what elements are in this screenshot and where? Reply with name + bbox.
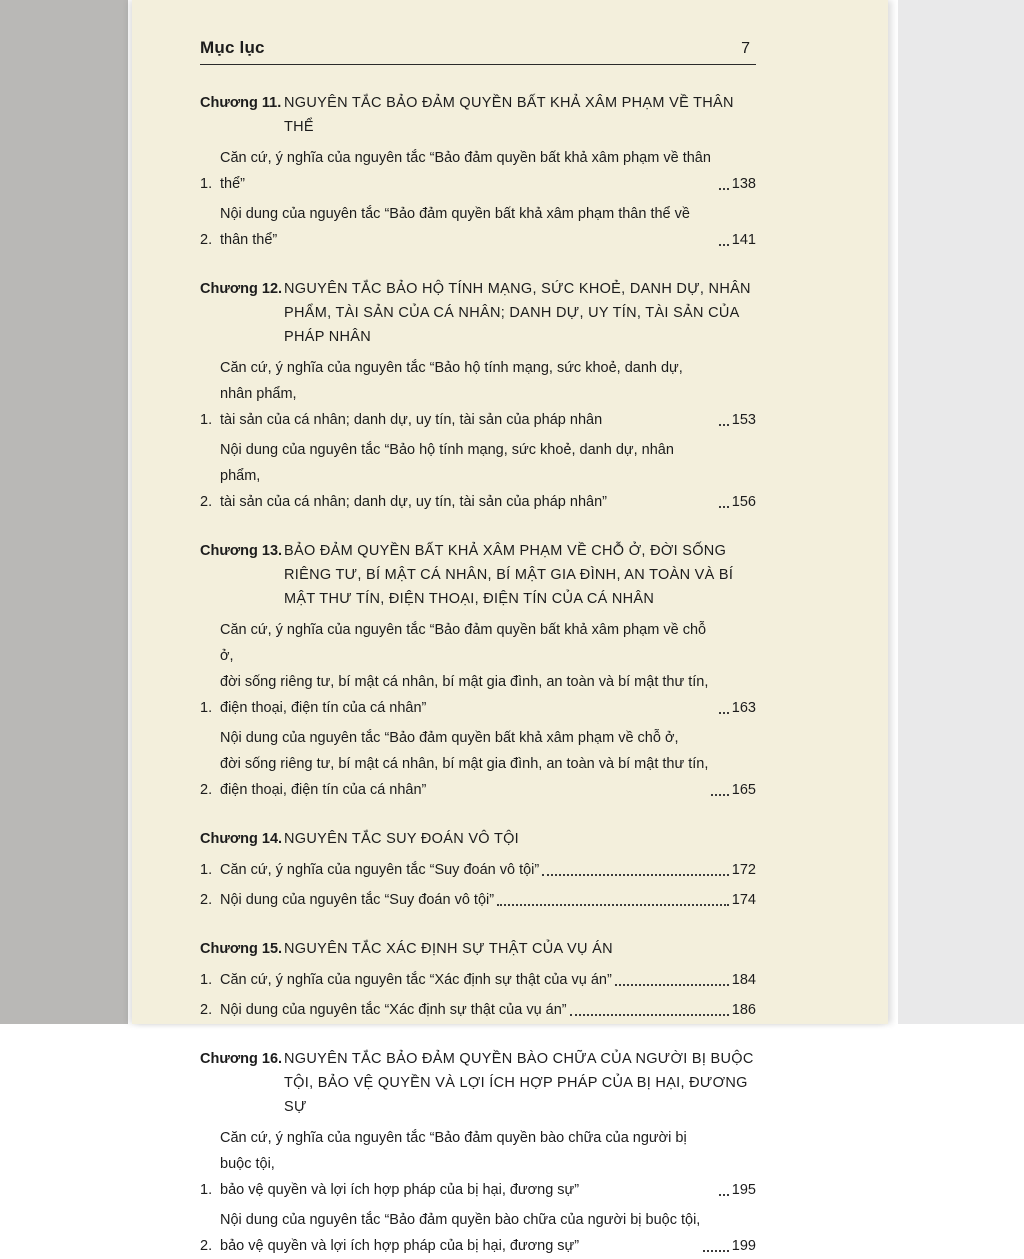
- entry-number: 1.: [200, 700, 213, 716]
- chapter-heading: [200, 937, 756, 961]
- entry-text: Căn cứ, ý nghĩa của nguyên tắc “Bảo đảm quyền bất khả xâm phạm về thân thể”: [220, 150, 711, 192]
- dot-leader: [719, 712, 729, 714]
- entry-number: 2.: [200, 494, 213, 510]
- chapter-section: [200, 277, 756, 515]
- entry-page-number: 199: [731, 1238, 756, 1254]
- entry-text: Nội dung của nguyên tắc “Bảo đảm quyền bất khả xâm phạm thân thể về thân thể”: [220, 206, 690, 248]
- toc-entry: [200, 997, 756, 1023]
- entry-text: Nội dung của nguyên tắc “Bảo đảm quyền bào chữa của người bị buộc tội, bảo vệ quyền và lợi ích hợp pháp của bị hại, đương sự”: [220, 1212, 701, 1254]
- entry-page-number: 184: [731, 972, 756, 988]
- entry-text: Căn cứ, ý nghĩa của nguyên tắc “Suy đoán vô tội”: [220, 862, 540, 878]
- chapter-heading: [200, 827, 756, 851]
- dot-leader: [570, 1014, 729, 1016]
- entry-page-number: 186: [731, 1002, 756, 1018]
- chapter-label: Chương 13.: [200, 543, 283, 559]
- entry-page-number: 195: [731, 1182, 756, 1198]
- entry-page-number: 156: [731, 494, 756, 510]
- entry-number: 1.: [200, 972, 213, 988]
- entry-number: 2.: [200, 892, 213, 908]
- entry-page-number: 153: [731, 412, 756, 428]
- chapter-list: [200, 91, 756, 1259]
- chapter-heading: [200, 1047, 756, 1119]
- chapter-label: Chương 14.: [200, 831, 283, 847]
- chapter-section: [200, 91, 756, 253]
- chapter-title: NGUYÊN TẮC BẢO ĐẢM QUYỀN BẤT KHẢ XÂM PHẠM VỀ THÂN THỂ: [284, 95, 734, 135]
- page-title: Mục lục: [200, 38, 265, 57]
- toc-entry: [200, 145, 756, 197]
- entry-number: 2.: [200, 782, 213, 798]
- chapter-label: Chương 16.: [200, 1051, 283, 1067]
- entry-number: 1.: [200, 176, 213, 192]
- entry-number: 2.: [200, 1238, 213, 1254]
- entry-number: 1.: [200, 862, 213, 878]
- entry-page-number: 174: [731, 892, 756, 908]
- dot-leader: [615, 984, 729, 986]
- dot-leader: [719, 506, 729, 508]
- dot-leader: [719, 424, 729, 426]
- toc-entry: [200, 967, 756, 993]
- entry-page-number: 165: [731, 782, 756, 798]
- book-page: [132, 0, 888, 1254]
- entry-number: 2.: [200, 232, 213, 248]
- background-left: [0, 0, 128, 1024]
- toc-entry: [200, 887, 756, 913]
- entry-text: Căn cứ, ý nghĩa của nguyên tắc “Bảo đảm quyền bào chữa của người bị buộc tội, bảo vệ quyền và lợi ích hợp pháp của bị hại, đương sự”: [220, 1130, 687, 1198]
- chapter-label: Chương 15.: [200, 941, 283, 957]
- chapter-heading: [200, 277, 756, 349]
- toc-entry: [200, 857, 756, 883]
- chapter-heading: [200, 539, 756, 611]
- toc-entry: [200, 201, 756, 253]
- chapter-section: [200, 827, 756, 913]
- chapter-heading: [200, 91, 756, 139]
- toc-entry: [200, 437, 756, 515]
- entry-text: Nội dung của nguyên tắc “Bảo hộ tính mạng, sức khoẻ, danh dự, nhân phẩm, tài sản của cá nhân; danh dự, uy tín, tài sản của pháp nhân”: [220, 442, 674, 510]
- chapter-section: [200, 937, 756, 1023]
- toc-entry: [200, 725, 756, 803]
- chapter-title: NGUYÊN TẮC SUY ĐOÁN VÔ TỘI: [284, 831, 520, 847]
- dot-leader: [719, 188, 729, 190]
- table-of-contents: [200, 38, 756, 1259]
- entry-page-number: 141: [731, 232, 756, 248]
- chapter-title: BẢO ĐẢM QUYỀN BẤT KHẢ XÂM PHẠM VỀ CHỖ Ở, ĐỜI SỐNG RIÊNG TƯ, BÍ MẬT CÁ NHÂN, BÍ MẬT GIA ĐÌNH, AN TOÀN VÀ BÍ MẬT THƯ TÍN, ĐIỆN THOẠI, ĐIỆN TÍN CỦA CÁ NHÂN: [284, 543, 734, 607]
- entry-text: Nội dung của nguyên tắc “Bảo đảm quyền bất khả xâm phạm về chỗ ở, đời sống riêng tư, bí mật cá nhân, bí mật gia đình, an toàn và bí mật thư tín, điện thoại, điện tín của cá nhân”: [220, 730, 709, 798]
- chapter-section: [200, 1047, 756, 1259]
- chapter-title: NGUYÊN TẮC XÁC ĐỊNH SỰ THẬT CỦA VỤ ÁN: [284, 941, 613, 957]
- page-number: 7: [741, 40, 750, 57]
- background-right: [898, 0, 1024, 1024]
- chapter-label: Chương 11.: [200, 95, 282, 111]
- entry-text: Nội dung của nguyên tắc “Suy đoán vô tội”: [220, 892, 495, 908]
- toc-entry: [200, 1125, 756, 1203]
- entry-number: 1.: [200, 412, 213, 428]
- entry-text: Căn cứ, ý nghĩa của nguyên tắc “Bảo đảm quyền bất khả xâm phạm về chỗ ở, đời sống riêng tư, bí mật cá nhân, bí mật gia đình, an toàn và bí mật thư tín, điện thoại, điện tín của cá nhân”: [220, 622, 709, 716]
- entry-number: 1.: [200, 1182, 213, 1198]
- entry-page-number: 163: [731, 700, 756, 716]
- entry-text: Căn cứ, ý nghĩa của nguyên tắc “Xác định sự thật của vụ án”: [220, 972, 612, 988]
- entry-number: 2.: [200, 1002, 213, 1018]
- chapter-section: [200, 539, 756, 803]
- entry-text: Căn cứ, ý nghĩa của nguyên tắc “Bảo hộ tính mạng, sức khoẻ, danh dự, nhân phẩm, tài sản của cá nhân; danh dự, uy tín, tài sản của pháp nhân: [220, 360, 683, 428]
- running-header: [200, 38, 756, 65]
- toc-entry: [200, 1207, 756, 1259]
- chapter-label: Chương 12.: [200, 281, 283, 297]
- entry-text: Nội dung của nguyên tắc “Xác định sự thật của vụ án”: [220, 1002, 567, 1018]
- dot-leader: [542, 874, 729, 876]
- dot-leader: [711, 794, 728, 796]
- dot-leader: [719, 244, 729, 246]
- toc-entry: [200, 355, 756, 433]
- entry-page-number: 172: [731, 862, 756, 878]
- dot-leader: [497, 904, 729, 906]
- chapter-title: NGUYÊN TẮC BẢO ĐẢM QUYỀN BÀO CHỮA CỦA NGƯỜI BỊ BUỘC TỘI, BẢO VỆ QUYỀN VÀ LỢI ÍCH HỢP PHÁP CỦA BỊ HẠI, ĐƯƠNG SỰ: [284, 1051, 754, 1115]
- entry-page-number: 138: [731, 176, 756, 192]
- chapter-title: NGUYÊN TẮC BẢO HỘ TÍNH MẠNG, SỨC KHOẺ, DANH DỰ, NHÂN PHẨM, TÀI SẢN CỦA CÁ NHÂN; DANH DỰ, UY TÍN, TÀI SẢN CỦA PHÁP NHÂN: [284, 281, 751, 345]
- dot-leader: [719, 1194, 729, 1196]
- dot-leader: [703, 1250, 728, 1252]
- toc-entry: [200, 617, 756, 721]
